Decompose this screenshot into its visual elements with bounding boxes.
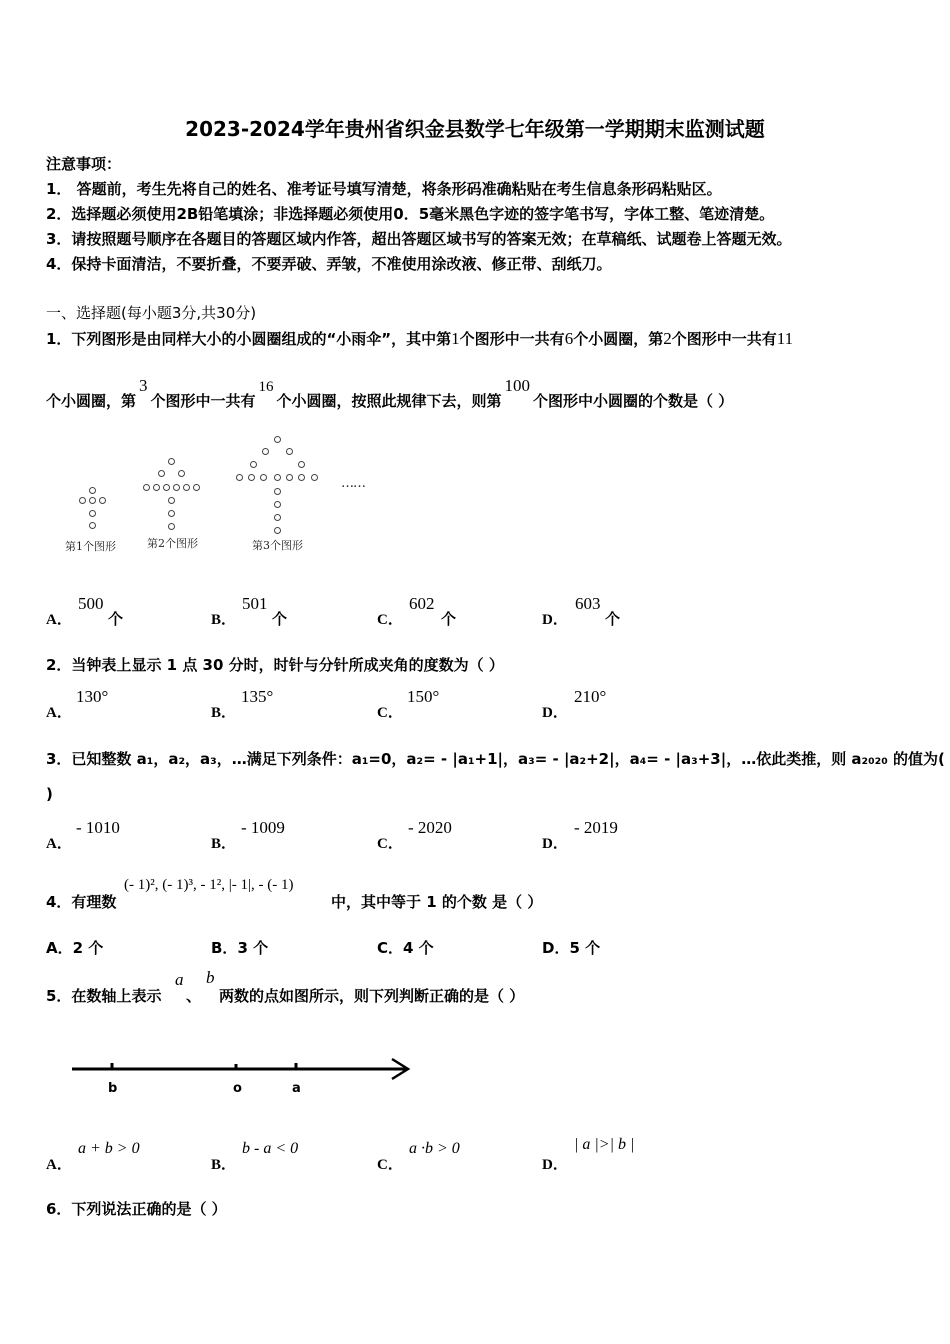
option-letter: C．	[377, 939, 404, 957]
q1-option-c-unit: 个	[441, 610, 457, 628]
option-letter: B．	[211, 612, 237, 628]
q1-option-d-value: 603	[575, 594, 601, 613]
option-value: 3 个	[237, 939, 269, 957]
axis-label-b: b	[108, 1081, 118, 1096]
option-letter: D．	[542, 612, 568, 628]
q1-text: 个小圆圈，第	[46, 392, 137, 410]
q1-option-a[interactable]	[46, 608, 72, 629]
q3-option-a-value: - 1010	[76, 818, 120, 837]
q5-separator: 、	[186, 987, 202, 1005]
q5-option-d[interactable]: D．	[542, 1157, 568, 1173]
q3-text: 3．已知整数 a₁，a₂，a₃，…满足下列条件：a₁=0，a₂= - |a₁+1|，a₃= - |a₂+2|，a₄= - |a₃+3|，…依此类推，则 a₂₀₂₀ 的值为(	[46, 750, 945, 768]
notice-item-1: 1． 答题前，考生先将自己的姓名、准考证号填写清楚，将条形码准确粘贴在考生信息条形码粘贴区。	[46, 180, 722, 198]
notice-heading: 注意事项：	[46, 155, 122, 173]
option-letter: A．	[46, 939, 73, 957]
q4-expression: (- 1)², (- 1)³, - 1², |- 1|, - (- 1)	[124, 877, 294, 893]
q1-option-d[interactable]	[542, 608, 568, 629]
q1-option-a-value: 500	[78, 594, 104, 613]
q1-number: 16	[258, 379, 274, 395]
q4-option-a[interactable]	[46, 937, 103, 958]
q1-option-b-unit: 个	[272, 610, 288, 628]
q1-text: 个图形中小圆圈的个数是（ ）	[533, 392, 734, 410]
q4-option-b[interactable]	[211, 937, 268, 958]
q1-text: 个图形中一共有	[459, 330, 565, 348]
notice-item-4: 4．保持卡面清洁，不要折叠，不要弄破、弄皱，不准使用涂改液、修正带、刮纸刀。	[46, 255, 612, 273]
umbrella-figure	[55, 430, 385, 560]
q1-number: 11	[776, 329, 794, 348]
q1-option-d-unit: 个	[605, 610, 621, 628]
notice-item-2: 2．选择题必须使用2B铅笔填涂；非选择题必须使用0．5毫米黑色字迹的签字笔书写，字体工整、笔迹清楚。	[46, 205, 775, 223]
q2-option-b-value: 135°	[241, 687, 274, 706]
q5-option-a[interactable]: A．	[46, 1157, 72, 1173]
q2-option-d[interactable]: D．	[542, 705, 568, 721]
q5-option-c[interactable]: C．	[377, 1157, 403, 1173]
q5-option-d-value: | a |>| b |	[574, 1136, 635, 1153]
figure-ellipsis: ……	[341, 476, 365, 491]
q4-suffix: 中，其中等于 1 的个数 是（ ）	[331, 893, 543, 911]
q5-option-b-value: b - a < 0	[242, 1140, 299, 1157]
q1-number: 100	[504, 376, 531, 395]
q2-option-d-value: 210°	[574, 687, 607, 706]
figure-label-2: 第2个图形	[147, 537, 198, 550]
q1-option-a-unit: 个	[108, 610, 124, 628]
q3-text-cont: )	[46, 785, 53, 803]
q5-suffix: 两数的点如图所示，则下列判断正确的是（ ）	[219, 987, 525, 1005]
q5-prefix: 5．在数轴上表示	[46, 987, 162, 1005]
q1-line-2	[46, 376, 734, 411]
q3-option-b[interactable]: B．	[211, 836, 237, 852]
q1-number: 1	[451, 329, 460, 348]
q3-option-c[interactable]: C．	[377, 836, 403, 852]
section-heading: 一、选择题(每小题3分,共30分)	[46, 304, 257, 322]
q2-option-b[interactable]: B．	[211, 705, 237, 721]
q4-option-c[interactable]	[377, 937, 434, 958]
q1-option-b[interactable]	[211, 608, 236, 629]
q1-number: 3	[139, 376, 148, 395]
q1-line-1	[46, 328, 793, 349]
figure-label-3: 第3个图形	[252, 539, 303, 552]
q1-text: 个小圆圈，按照此规律下去，则第	[276, 392, 502, 410]
option-letter: B．	[211, 939, 238, 957]
option-value: 5 个	[569, 939, 601, 957]
option-letter: C．	[377, 612, 403, 628]
q5-var-a: a	[175, 970, 184, 989]
notice-item-3: 3．请按照题号顺序在各题目的答题区域内作答，超出答题区域书写的答案无效；在草稿纸、试题卷上答题无效。	[46, 230, 792, 248]
q2-option-c-value: 150°	[407, 687, 440, 706]
q5-option-b[interactable]: B．	[211, 1157, 237, 1173]
q1-number: 6	[564, 329, 574, 348]
q1-number: 2	[663, 329, 672, 348]
q1-text: 个图形中一共有	[671, 330, 777, 348]
axis-label-a: a	[292, 1081, 301, 1096]
q2-option-a-value: 130°	[76, 687, 109, 706]
q4-prefix: 4．有理数	[46, 893, 117, 911]
option-letter: A．	[46, 612, 72, 628]
q2-option-c[interactable]: C．	[377, 705, 403, 721]
q3-option-b-value: - 1009	[241, 818, 285, 837]
q5-option-c-value: a ·b > 0	[409, 1140, 460, 1157]
q3-option-d[interactable]: D．	[542, 836, 568, 852]
q1-option-b-value: 501	[242, 594, 268, 613]
q1-option-c[interactable]	[377, 608, 403, 629]
page-title: 2023-2024学年贵州省织金县数学七年级第一学期期末监测试题	[185, 117, 765, 141]
q2-text: 2．当钟表上显示 1 点 30 分时，时针与分针所成夹角的度数为（ ）	[46, 656, 504, 674]
q3-option-d-value: - 2019	[574, 818, 618, 837]
q1-option-c-value: 602	[409, 594, 435, 613]
axis-label-o: o	[233, 1081, 242, 1096]
q4-option-d[interactable]	[542, 937, 600, 958]
q3-option-a[interactable]: A．	[46, 836, 72, 852]
option-value: 2 个	[72, 939, 104, 957]
q1-text: 个小圆圈，第	[573, 330, 664, 348]
figure-label-1: 第1个图形	[65, 540, 116, 553]
q3-option-c-value: - 2020	[408, 818, 452, 837]
option-value: 4 个	[403, 939, 434, 957]
q2-option-a[interactable]: A．	[46, 705, 72, 721]
q5-option-a-value: a + b > 0	[78, 1140, 140, 1157]
option-letter: D．	[542, 939, 570, 957]
q5-var-b: b	[206, 968, 215, 987]
q6-text: 6．下列说法正确的是（ ）	[46, 1200, 227, 1218]
q1-text: 1．下列图形是由同样大小的小圆圈组成的“小雨伞”，其中第	[46, 330, 452, 348]
q1-text: 个图形中一共有	[150, 392, 256, 410]
